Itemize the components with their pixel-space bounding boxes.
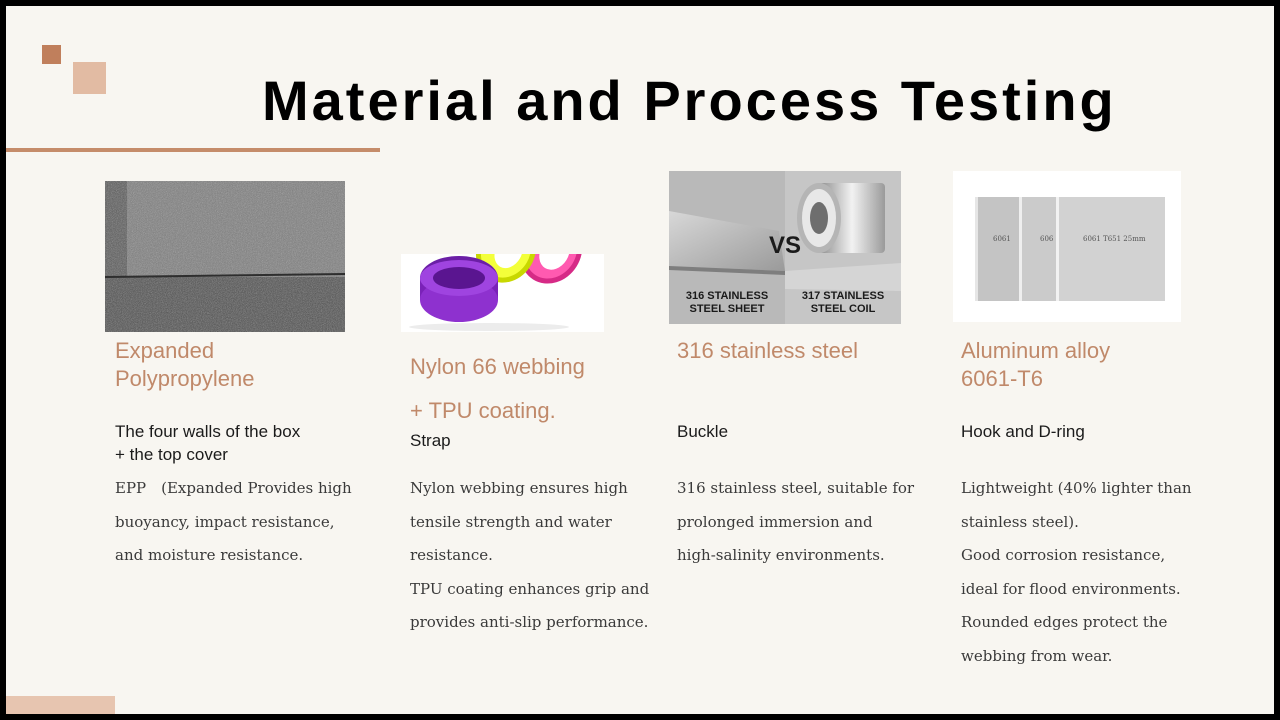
webbing-rolls-graphic — [401, 254, 604, 332]
component-role-hook — [961, 420, 1085, 443]
description-line: Rounded edges protect the — [961, 613, 1168, 631]
epp-foam-image — [105, 181, 345, 332]
sheet-label-line-1: 316 STAINLESS — [685, 290, 769, 302]
description-line: Nylon webbing ensures high — [410, 479, 628, 497]
material-name-nylon — [410, 345, 585, 433]
vs-label: VS — [768, 232, 802, 259]
plate-label-3: 6061 T651 25mm — [1083, 235, 1146, 243]
sheet-label-line-2: STEEL SHEET — [689, 303, 765, 315]
component-role-line: Strap — [410, 431, 451, 450]
description-line: ideal for flood environments. — [961, 579, 1181, 598]
plate-label-1: 6061 — [993, 235, 1011, 243]
stainless-comparison-image — [669, 171, 901, 324]
stainless-comparison-graphic — [669, 171, 901, 324]
component-role-epp — [115, 420, 300, 466]
description-stainless — [677, 472, 914, 573]
description-line: webbing from wear. — [961, 646, 1113, 665]
decor-square-large — [73, 62, 106, 94]
material-name-epp — [115, 337, 254, 393]
slide — [6, 6, 1274, 714]
slide-title: Material and Process Testing — [262, 69, 1117, 132]
component-role-line: + the top cover — [115, 445, 228, 464]
aluminum-plates-graphic — [953, 171, 1181, 322]
description-line: buoyancy, impact resistance, — [115, 512, 335, 531]
plate-label-2: 606 — [1040, 235, 1054, 243]
description-line: stainless steel). — [961, 512, 1079, 531]
description-line: high-salinity environments. — [677, 546, 885, 564]
component-role-line: Buckle — [677, 422, 729, 441]
epp-foam-graphic — [105, 181, 345, 332]
description-line: tensile strength and water — [410, 512, 612, 531]
component-role-buckle — [677, 420, 728, 443]
description-line: provides anti-slip performance. — [410, 613, 649, 631]
material-name-line: Polypropylene — [115, 366, 255, 391]
description-line: Good corrosion resistance, — [961, 546, 1166, 564]
webbing-rolls-image — [401, 254, 604, 332]
description-aluminum — [961, 472, 1192, 673]
aluminum-plates-image — [953, 171, 1181, 322]
decor-square-small — [42, 45, 61, 64]
material-name-aluminum — [961, 337, 1110, 393]
description-line: 316 stainless steel, suitable for — [677, 479, 915, 497]
material-name-line: Aluminum alloy — [961, 338, 1111, 363]
material-name-line: Nylon 66 webbing — [410, 354, 585, 379]
component-role-line: The four walls of the box — [115, 422, 301, 441]
material-name-stainless — [677, 337, 858, 365]
component-role-line: Hook and D-ring — [961, 422, 1085, 441]
material-name-line: 6061-T6 — [961, 366, 1043, 391]
material-name-line: Expanded — [115, 338, 215, 363]
description-line: TPU coating enhances grip and — [410, 579, 650, 598]
description-nylon — [410, 472, 649, 640]
description-line: EPP (Expanded Provides high — [115, 479, 352, 497]
coil-label-line-2: STEEL COIL — [810, 303, 876, 315]
title-underline — [6, 148, 380, 152]
description-line: prolonged immersion and — [677, 512, 873, 531]
decor-corner-bar — [6, 696, 115, 714]
component-role-strap — [410, 429, 451, 452]
description-line: and moisture resistance. — [115, 546, 304, 564]
description-epp — [115, 472, 352, 573]
material-name-line: 316 stainless steel — [677, 338, 858, 363]
description-line: Lightweight (40% lighter than — [961, 479, 1192, 497]
description-line: resistance. — [410, 546, 493, 564]
material-name-line: + TPU coating. — [410, 398, 556, 423]
coil-label-line-1: 317 STAINLESS — [801, 290, 885, 302]
